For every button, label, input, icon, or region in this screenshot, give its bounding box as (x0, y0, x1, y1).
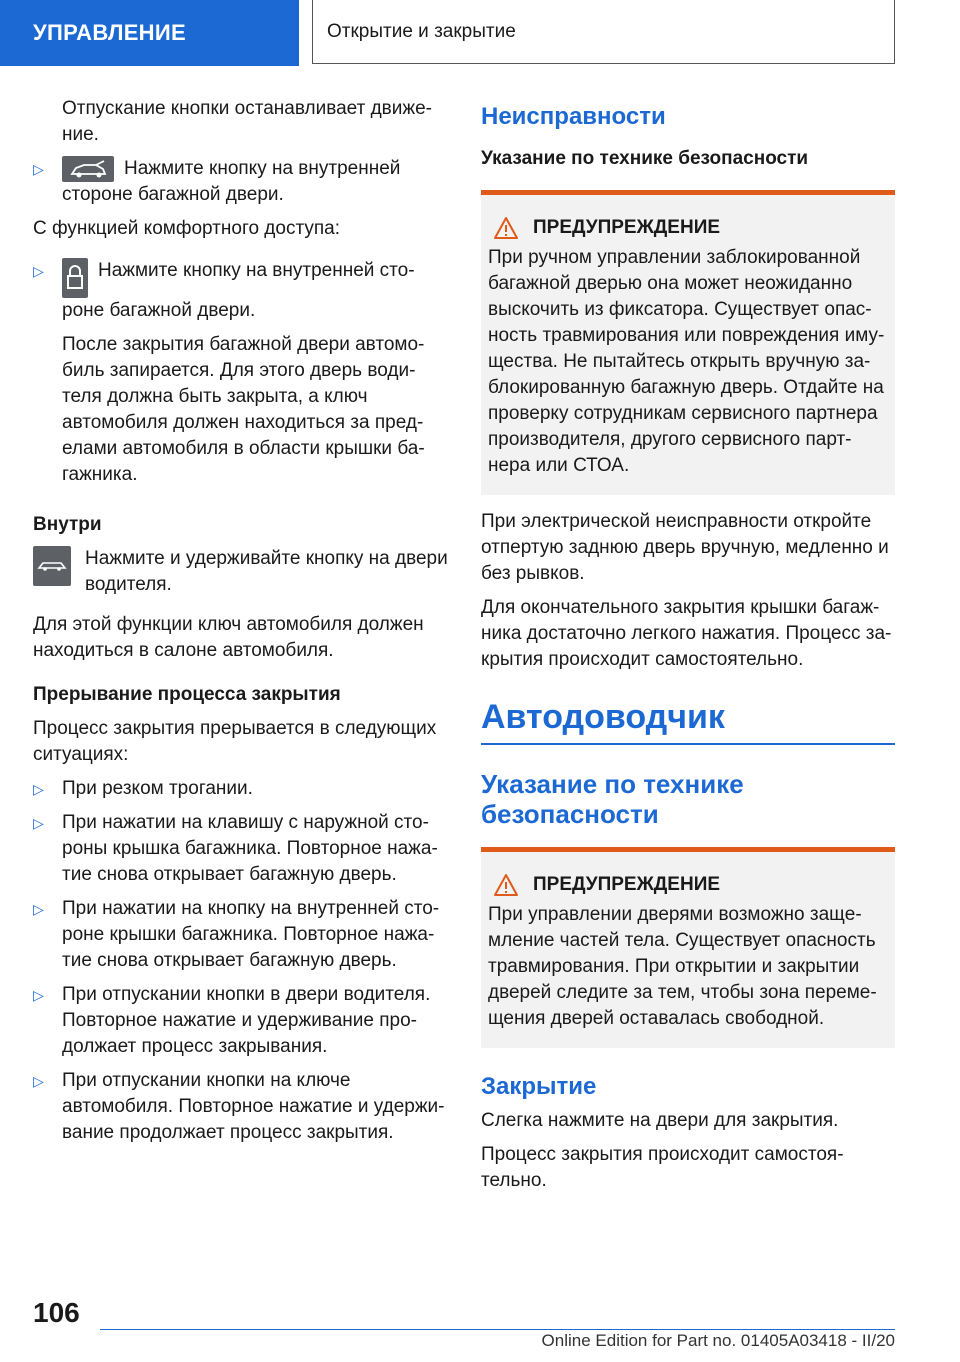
warning-text: При ручном управлении заблокированной багажной дверью она может неожиданно выскочить из фиксатора. Существует опас- ность травмирования или повреждения иму- щества. Не пытайтесь открыть вручную за- блокированную багажную дверь. Отдайте на проверку сотрудникам сервисного партнера производителя, другого сервисного парт- нера или СТОА. (488, 247, 885, 476)
list-item-text: Нажмите кнопку на внутренней сто- роне багажной двери. (62, 260, 415, 321)
interrupt-list (33, 776, 453, 1146)
warning-box (481, 847, 895, 1048)
warning-title-text: ПРЕДУПРЕЖДЕНИЕ (533, 217, 721, 238)
warning-title (488, 215, 885, 241)
subheading: Указание по технике безопасности (481, 148, 809, 169)
bullet-triangle-icon: ▷ (33, 161, 44, 177)
warning-title-text: ПРЕДУПРЕЖДЕНИЕ (533, 874, 721, 895)
bullet-triangle-icon: ▷ (33, 263, 44, 279)
list-item (33, 810, 453, 888)
instruction-row (33, 546, 453, 598)
footer-divider (100, 1329, 895, 1330)
warning-text: При управлении дверями возможно зaщe- мление частей тела. Существует опасность травмирования. При открытии и закрытии дверей следите за тем, чтобы зона переме- щения дверей оставалась свободной. (488, 904, 877, 1029)
car-button-icon (33, 546, 71, 586)
paragraph: При электрической неисправности откройте отпертую заднюю дверь вручную, медленно и без рывков. (481, 511, 889, 584)
lock-icon (62, 258, 88, 298)
bullet-triangle-icon: ▷ (33, 1073, 44, 1089)
warning-triangle-icon (493, 216, 519, 240)
heading-closing: Закрытие (481, 1073, 597, 1100)
heading-safety: Указание по технике безопасности (481, 769, 744, 829)
list-item-text: При нажатии на клавишу с наружной сто- роны крышка багажника. Повторное нажа- тие снова открывает багажную дверь. (62, 812, 438, 885)
tailgate-button-icon (62, 156, 114, 182)
warning-title (488, 872, 885, 898)
paragraph: Слегка нажмите на двери для закрытия. (481, 1110, 839, 1131)
list-item (33, 156, 453, 208)
page-number: 106 (33, 1297, 80, 1328)
paragraph: Для окончательного закрытия крышки багаж- ника достаточно легкого нажатия. Процесс за- крытия происходит самостоятельно. (481, 597, 892, 670)
bullet-triangle-icon: ▷ (33, 815, 44, 831)
list-item (33, 982, 453, 1060)
chapter-title: Открытие и закрытие (312, 0, 895, 64)
section-tab: УПРАВЛЕНИЕ (0, 0, 299, 66)
paragraph: Отпускание кнопки останавливает движе- ние. (62, 98, 432, 145)
list-item-text: При отпускании кнопки на ключе автомобиля. Повторное нажатие и удержи- вание продолжает процесс закрытия. (62, 1070, 445, 1143)
list-item-text: При нажатии на кнопку на внутренней сто- роне крышки багажника. Повторное нажа- тие снова открывает багажную дверь. (62, 898, 440, 971)
list-item-text: Нажмите кнопку на внутренней стороне багажной двери. (62, 158, 401, 205)
list-item (33, 1068, 453, 1146)
bullet-triangle-icon: ▷ (33, 781, 44, 797)
paragraph: После закрытия багажной двери автомо- биль запирается. Для этого дверь води- теля должна быть закрыта, а ключ автомобиля должен находиться за пред- елами автомобиля в области крышки ба- гажника. (62, 334, 425, 485)
left-column (33, 96, 453, 1154)
right-column (481, 96, 895, 1202)
paragraph: Нажмите и удерживайте кнопку на двери водителя. (85, 548, 448, 595)
paragraph: Процесс закрытия прерывается в следующих ситуациях: (33, 718, 437, 765)
list-item (33, 258, 453, 324)
footer-edition: Online Edition for Part no. 01405A03418 - II/20 (541, 1331, 895, 1350)
paragraph: Процесс закрытия происходит самостоя- тельно. (481, 1144, 844, 1191)
subheading: Прерывание процесса закрытия (33, 684, 341, 705)
paragraph: С функцией комфортного доступа: (33, 218, 341, 239)
heading-malfunction: Неисправности (481, 103, 666, 130)
list-item (33, 896, 453, 974)
paragraph: Для этой функции ключ автомобиля должен находиться в салоне автомобиля. (33, 614, 424, 661)
heading-softclose: Автодоводчик (481, 697, 895, 745)
page-header (0, 0, 960, 66)
subheading: Внутри (33, 514, 102, 535)
list-item-text: При отпускании кнопки в двери водителя. Повторное нажатие и удерживание про- должает процесс закрывания. (62, 984, 431, 1057)
list-item-text: При резком трогании. (62, 778, 253, 799)
bullet-triangle-icon: ▷ (33, 987, 44, 1003)
warning-box (481, 190, 895, 495)
list-item (33, 776, 453, 802)
warning-triangle-icon (493, 873, 519, 897)
bullet-triangle-icon: ▷ (33, 901, 44, 917)
